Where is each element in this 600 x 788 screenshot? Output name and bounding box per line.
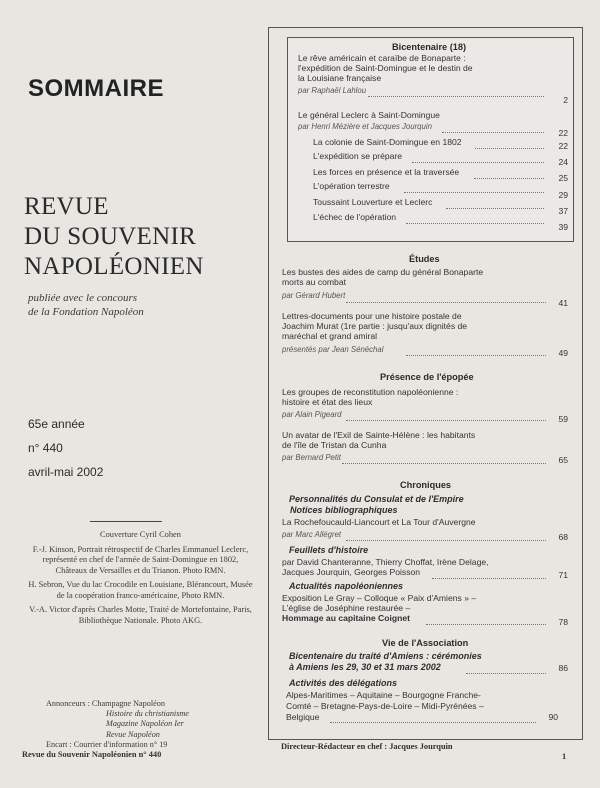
leader-dots [406, 223, 544, 224]
article-title-line: la Louisiane française [298, 73, 382, 83]
section-title-etudes: Études [409, 254, 440, 264]
page-title: SOMMAIRE [28, 75, 164, 102]
article-title-line: Le rêve américain et caraïbe de Bonaparte : [298, 53, 466, 63]
article-author: par Alain Pigeard [282, 410, 342, 419]
subsection-label: L'expédition se prépare [313, 151, 403, 161]
article-title-line: Un avatar de l'Exil de Sainte-Hélène : les habitants [282, 430, 476, 440]
article-author: par Raphaël Lahlou [298, 86, 367, 95]
article-author: par Henri Mézière et Jacques Jourquin [298, 122, 432, 131]
page-ref: 2 [563, 95, 568, 105]
page-ref: 22 [558, 128, 568, 138]
article-title-line: Lettres-documents pour une histoire postale de [282, 311, 462, 321]
leader-dots [412, 162, 544, 163]
association-item-line: Belgique [286, 712, 320, 722]
leader-dots [426, 624, 546, 625]
chronicle-author-line: par David Chanteranne, Thierry Choffat, Irène Delage, [282, 557, 489, 567]
magazine-title-line: DU SOUVENIR [24, 223, 197, 250]
credit-line: F.-J. Kinson, Portrait rétrospectif de Charles Emmanuel Leclerc, représenté en chef de l'armée de Saint-Domingue en 1802, Châteaux de Versailles et du Trianon. Photo RMN. [32, 544, 249, 575]
page-ref: 25 [558, 173, 568, 183]
article-title-line: Les bustes des aides de camp du général Bonaparte [282, 267, 484, 277]
leader-dots [442, 132, 544, 133]
chronicle-subtitle: Notices bibliographiques [290, 505, 398, 515]
page-ref: 41 [558, 298, 568, 308]
page-ref: 90 [548, 712, 558, 722]
page-ref: 65 [558, 455, 568, 465]
page-ref: 68 [558, 532, 568, 542]
association-item-line: à Amiens les 29, 30 et 31 mars 2002 [289, 662, 441, 672]
leader-dots [466, 673, 546, 674]
leader-dots [342, 463, 546, 464]
page-ref: 24 [558, 157, 568, 167]
credit-line: Couverture Cyril Cohen [100, 530, 181, 539]
advertisers [46, 699, 189, 750]
leader-dots [404, 192, 544, 193]
footer-editor: Directeur-Rédacteur en chef : Jacques Jourquin [281, 742, 453, 751]
page-ref: 86 [558, 663, 568, 673]
issue-info [28, 412, 103, 484]
section-title-bicentenaire: Bicentenaire (18) [392, 42, 467, 52]
chronicle-author-line: Jacques Jourquin, Georges Poisson [282, 567, 421, 577]
article-title-line: l'expédition de Saint-Domingue et le destin de [298, 63, 473, 73]
magazine-subtitle [28, 291, 144, 319]
magazine-title-line: REVUE [24, 193, 109, 220]
subsection-label: La colonie de Saint-Domingue en 1802 [313, 137, 462, 147]
advertiser-line: Histoire du christianisme [106, 709, 189, 719]
article-title-line: histoire et état des lieux [282, 397, 373, 407]
leader-dots [330, 722, 536, 723]
cover-credits [28, 530, 253, 630]
association-item-line: Comté – Bretagne-Pays-de-Loire – Midi-Pyrénées – [286, 701, 484, 711]
article-author: par Bernard Petit [282, 453, 341, 462]
page-number: 1 [562, 752, 567, 761]
leader-dots [368, 96, 544, 97]
subsection-label: L'échec de l'opération [313, 212, 397, 222]
leader-dots [432, 578, 546, 579]
chronicle-highlight: Hommage au capitaine Coignet [282, 613, 410, 623]
subsection-label: Les forces en présence et la traversée [313, 167, 460, 177]
page-ref: 78 [558, 617, 568, 627]
page-ref: 71 [558, 570, 568, 580]
advertiser-line: Magazine Napoléon Ier [106, 719, 184, 729]
advertiser-line: Annonceurs : Champagne Napoléon [46, 699, 165, 708]
credits-divider [90, 521, 162, 522]
page-ref: 49 [558, 348, 568, 358]
section-title-chroniques: Chroniques [400, 480, 452, 490]
subsection-label: L'opération terrestre [313, 181, 390, 191]
chronicle-title: Personnalités du Consulat et de l'Empire [289, 494, 464, 504]
subsection-label: Toussaint Louverture et Leclerc [313, 197, 433, 207]
article-title-line: Le général Leclerc à Saint-Domingue [298, 110, 440, 120]
leader-dots [475, 148, 544, 149]
article-title-line: Les groupes de reconstitution napoléonienne : [282, 387, 459, 397]
leader-dots [406, 355, 546, 356]
article-author: par Gérard Hubert [282, 291, 346, 300]
page-ref: 37 [558, 206, 568, 216]
credit-line: H. Sebron, Vue du lac Crocodile en Louisiane, Blérancourt, Musée de la coopération franco-américaine, Photo RMN. [28, 580, 253, 600]
chronicle-title: Feuillets d'histoire [289, 545, 369, 555]
chronicle-line: L'église de Joséphine restaurée – [282, 603, 411, 613]
footer-publication: Revue du Souvenir Napoléonien n° 440 [22, 750, 162, 759]
article-author: présentés par Jean Sénéchal [282, 345, 384, 354]
page-ref: 22 [558, 141, 568, 151]
page-ref: 39 [558, 222, 568, 232]
leader-dots [346, 302, 546, 303]
subtitle-line: publiée avec le concours [28, 292, 138, 304]
leader-dots [474, 178, 544, 179]
article-title-line: Joachim Murat (1re partie : jusqu'aux dignités de [282, 321, 468, 331]
chronicle-line: Exposition Le Gray – Colloque « Paix d'Amiens » – [282, 593, 477, 603]
magazine-title [24, 192, 204, 282]
association-item-title: Activités des délégations [289, 678, 398, 688]
section-title-association: Vie de l'Association [382, 638, 469, 648]
advertiser-line: Revue Napoléon [106, 729, 160, 739]
page-ref: 29 [558, 190, 568, 200]
issue-number: n° 440 [28, 441, 63, 455]
issue-year: 65e année [28, 417, 85, 431]
article-title-line: morts au combat [282, 277, 346, 287]
article-title-line: de l'île de Tristan da Cunha [282, 440, 387, 450]
leader-dots [346, 420, 546, 421]
article-title-line: maréchal et grand amiral [282, 331, 378, 341]
credit-line: V.-A. Victor d'après Charles Motte, Traité de Mortefontaine, Paris, Bibliothèque Nationale. Photo AKG. [29, 605, 252, 625]
leader-dots [346, 540, 546, 541]
magazine-title-line: NAPOLÉONIEN [24, 253, 204, 280]
chronicle-author: par Marc Allégret [282, 530, 342, 539]
section-title-presence: Présence de l'épopée [380, 372, 474, 382]
chronicle-line: La Rochefoucauld-Liancourt et La Tour d'Auvergne [282, 517, 476, 527]
issue-date: avril-mai 2002 [28, 465, 104, 479]
insert-line: Encart : Courrier d'information n° 19 [46, 739, 168, 749]
association-item-line: Bicentenaire du traité d'Amiens : cérémonies [289, 651, 482, 661]
leader-dots [446, 208, 544, 209]
association-item-line: Alpes-Maritimes – Aquitaine – Bourgogne Franche- [286, 690, 481, 700]
chronicle-title: Actualités napoléoniennes [289, 581, 404, 591]
page-ref: 59 [558, 414, 568, 424]
subtitle-line: de la Fondation Napoléon [28, 306, 144, 318]
